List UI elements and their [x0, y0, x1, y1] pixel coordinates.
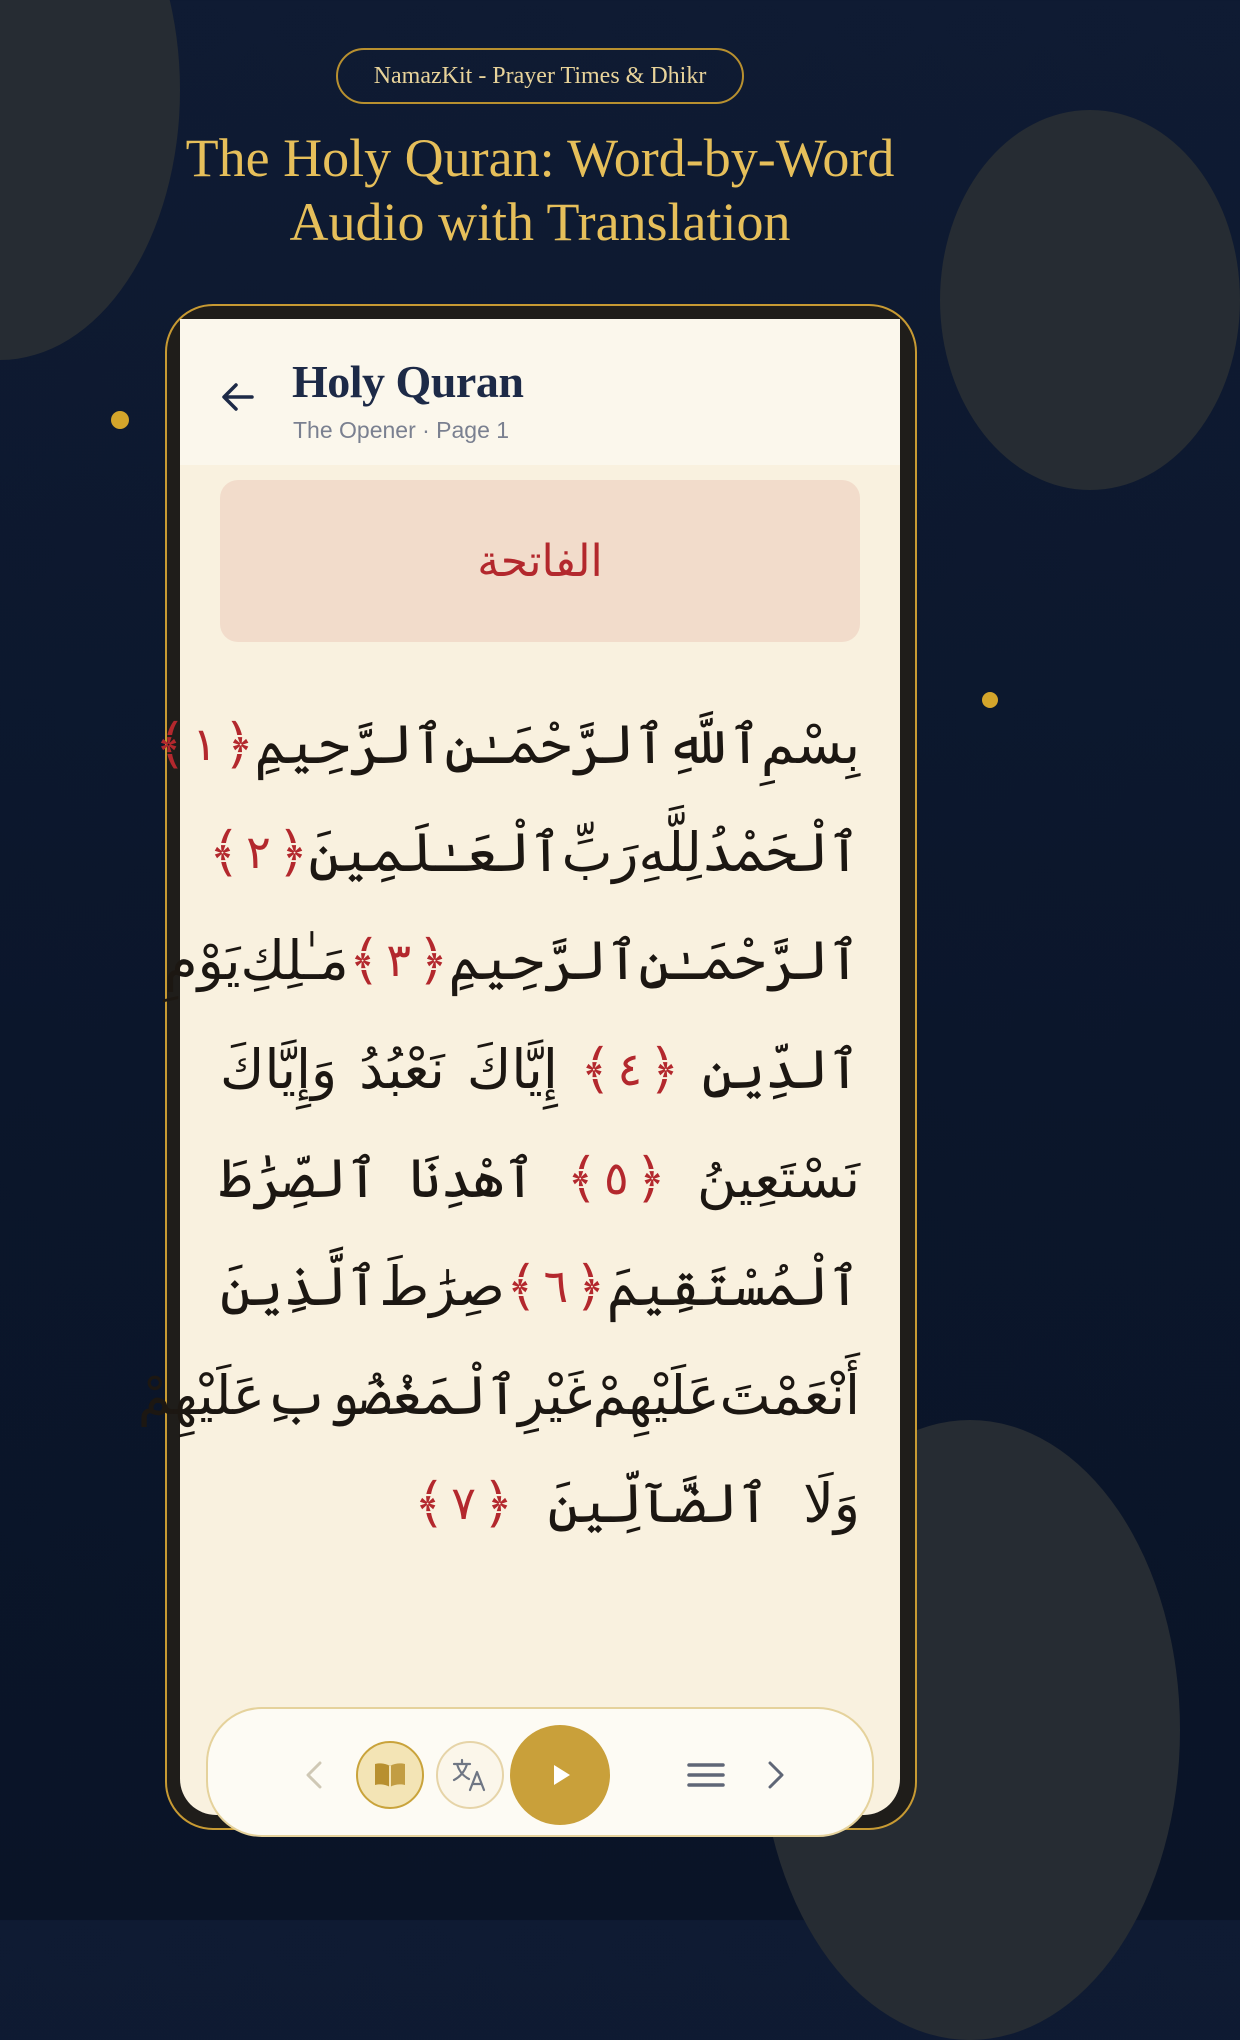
quran-word[interactable]: مَـٰلِكِ	[240, 928, 349, 992]
headline-line-2: Audio with Translation	[289, 192, 791, 252]
quran-word[interactable]: ٱلرَّحِيمِ	[254, 712, 445, 776]
quran-word[interactable]: أَنْعَمْتَ	[719, 1363, 860, 1427]
quran-line	[220, 1236, 860, 1336]
ayah-ornament: ﴿	[648, 1037, 680, 1101]
ayah-number-marker[interactable]	[506, 1255, 606, 1318]
surah-name: الفاتحة	[477, 535, 603, 587]
ayah-number: ٢	[246, 825, 271, 879]
page-title: Holy Quran	[292, 356, 524, 407]
quran-word[interactable]: ٱللَّهِ	[665, 712, 761, 776]
quran-line	[154, 694, 860, 794]
ayah-ornament: ﴾	[566, 1146, 598, 1210]
player-bottom-bar	[206, 1707, 874, 1837]
read-mode-button[interactable]	[356, 1741, 424, 1809]
ayah-number-marker[interactable]	[414, 1472, 514, 1535]
ayah-number-marker[interactable]	[155, 713, 255, 776]
quran-word[interactable]: وَلَا	[803, 1471, 860, 1535]
quran-word[interactable]: ٱلْمَغْضُوبِ	[264, 1363, 519, 1427]
quran-word[interactable]: عَلَيْهِمْ	[592, 1363, 720, 1427]
quran-word[interactable]: بِسْمِ	[760, 712, 860, 776]
page-subtitle: The Opener · Page 1	[293, 417, 510, 443]
book-open-icon	[372, 1760, 408, 1790]
quran-word[interactable]: ٱلضَّآلِّينَ	[547, 1471, 770, 1535]
quran-line	[220, 1128, 860, 1228]
ayah-number-marker[interactable]	[208, 821, 308, 884]
ayah-number: ٧	[451, 1476, 476, 1530]
quran-line	[164, 910, 860, 1010]
ayah-number: ٦	[543, 1259, 569, 1313]
quran-line	[137, 1345, 860, 1445]
ayah-ornament: ﴿	[222, 712, 255, 776]
quran-line	[220, 1453, 860, 1553]
quran-word[interactable]: يَوْمِ	[164, 928, 241, 992]
quran-word[interactable]: رَبِّ	[561, 820, 639, 884]
quran-word[interactable]: ٱلرَّحِيمِ	[448, 928, 639, 992]
app-screen	[137, 319, 900, 1815]
quran-word[interactable]: لِلَّهِ	[638, 820, 702, 884]
ayah-ornament: ﴾	[505, 1254, 538, 1318]
translate-icon	[451, 1757, 489, 1793]
translation-button[interactable]	[436, 1741, 504, 1809]
quran-word[interactable]: نَسْتَعِينُ	[697, 1146, 860, 1210]
quran-word[interactable]: ٱلدِّينِ	[701, 1037, 860, 1101]
quran-word[interactable]: نَعْبُدُ	[359, 1037, 445, 1101]
menu-icon[interactable]	[686, 1757, 726, 1793]
play-icon	[545, 1760, 575, 1790]
ayah-ornament: ﴿	[574, 1254, 606, 1318]
quran-word[interactable]: ٱلْحَمْدُ	[701, 820, 860, 884]
quran-word[interactable]: عَلَيْهِمْ	[137, 1363, 265, 1427]
decor-dot-right	[982, 692, 998, 708]
quran-word[interactable]: ٱلرَّحْمَـٰنِ	[444, 712, 666, 776]
quran-word[interactable]: وَإِيَّاكَ	[220, 1037, 338, 1101]
ayah-ornament: ﴾	[348, 928, 381, 992]
app-name-badge: NamazKit - Prayer Times & Dhikr	[336, 48, 744, 104]
ayah-number-marker[interactable]	[566, 1147, 666, 1210]
ayah-ornament: ﴾	[413, 1471, 446, 1535]
ayah-number-marker[interactable]	[349, 929, 449, 992]
chevron-left-icon[interactable]	[302, 1757, 326, 1793]
ayah-number: ٥	[603, 1151, 629, 1205]
ayah-number: ٣	[386, 933, 412, 987]
quran-line	[220, 1019, 860, 1119]
ayah-number-marker[interactable]	[580, 1038, 680, 1101]
headline-line-1: The Holy Quran: Word-by-Word	[185, 128, 895, 188]
quran-word[interactable]: ٱلرَّحْمَـٰنِ	[638, 928, 860, 992]
decor-dot-left	[111, 411, 129, 429]
ayah-ornament: ﴿	[482, 1471, 514, 1535]
decor-circle-right	[940, 110, 1240, 490]
promo-headline	[100, 126, 980, 254]
quran-word[interactable]: ٱهْدِنَا	[408, 1146, 536, 1210]
quran-word[interactable]: صِرَٰطَ	[379, 1254, 505, 1318]
ayah-number: ٤	[617, 1042, 643, 1096]
play-button[interactable]	[510, 1725, 610, 1825]
ayah-ornament: ﴿	[417, 928, 449, 992]
quran-word[interactable]: ٱلْمُسْتَقِيمَ	[606, 1254, 860, 1318]
quran-word[interactable]: ٱلْعَـٰلَمِينَ	[308, 820, 562, 884]
quran-word[interactable]: ٱلَّذِينَ	[220, 1254, 379, 1318]
quran-word[interactable]: غَيْرِ	[518, 1363, 593, 1427]
ayah-ornament: ﴾	[579, 1037, 612, 1101]
quran-word[interactable]: إِيَّاكَ	[466, 1037, 558, 1101]
arrow-left-icon[interactable]	[218, 377, 258, 417]
ayah-ornament: ﴿	[634, 1146, 667, 1210]
app-header	[180, 319, 900, 465]
ayah-ornament: ﴾	[154, 712, 187, 776]
surah-title-banner	[220, 480, 860, 642]
quran-word[interactable]: ٱلصِّرَٰطَ	[220, 1146, 379, 1210]
quran-line	[208, 802, 860, 902]
ayah-ornament: ﴾	[208, 820, 241, 884]
ayah-number: ١	[192, 717, 217, 771]
ayah-ornament: ﴿	[276, 820, 309, 884]
chevron-right-icon[interactable]	[764, 1757, 788, 1793]
